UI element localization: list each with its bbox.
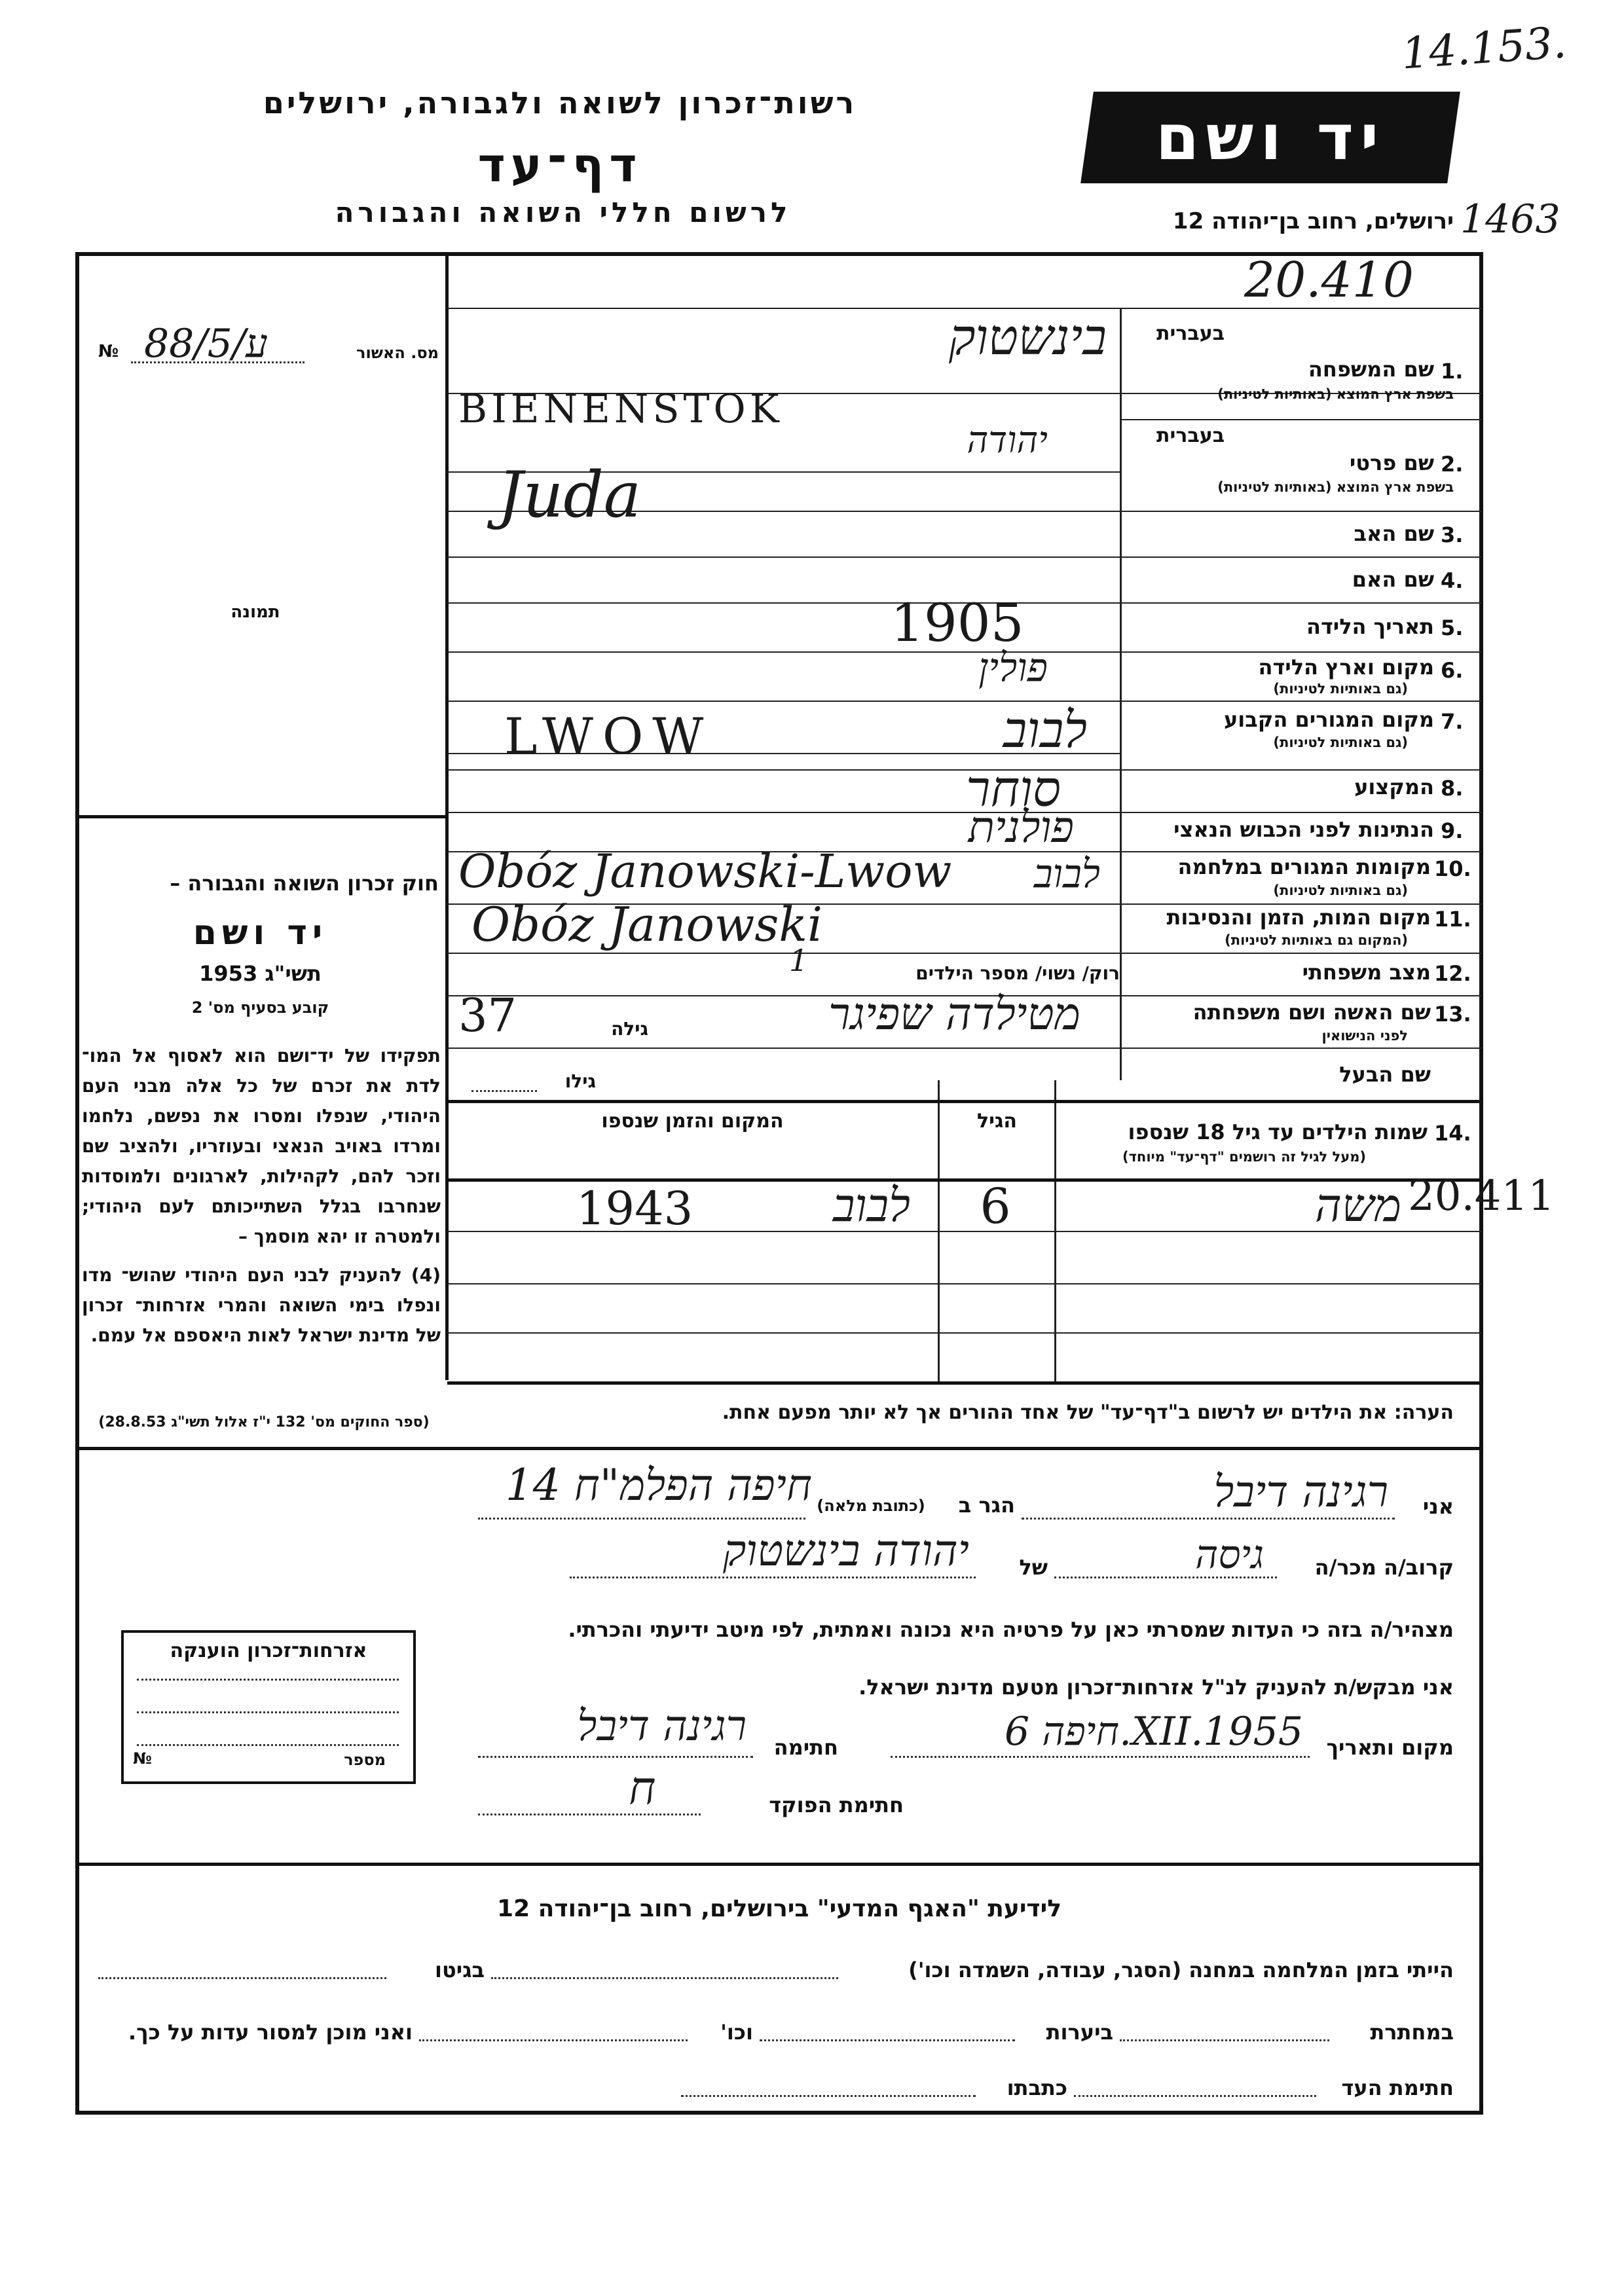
field-10-value: לבוב <box>1033 851 1100 897</box>
footer-line3-dotted-a <box>1074 2095 1316 2097</box>
field-10-note: (גם באותיות לטיניות) <box>1273 883 1408 898</box>
declarant-relation-label: קרוב/ה מכר/ה <box>1314 1555 1454 1580</box>
official-signature-mark: ח <box>629 1761 656 1815</box>
field-4-number: 4. <box>1441 568 1464 593</box>
citizenship-number-label: מספר <box>344 1751 386 1769</box>
footer-line3-address: כתבתו <box>1006 2075 1067 2100</box>
photo-label: תמונה <box>231 602 280 622</box>
law-top-line <box>77 815 445 818</box>
field-8-number: 8. <box>1441 776 1464 801</box>
field-11-number: 11. <box>1434 907 1471 932</box>
signature-dotted <box>478 1756 753 1758</box>
field-3-number: 3. <box>1441 522 1464 547</box>
child-name: משה <box>1314 1178 1401 1232</box>
law-clause: קובע בסעיף מס' 2 <box>191 998 329 1017</box>
field-7-latin-value: LWOW <box>504 707 713 765</box>
footer-line2-etc: וכו' <box>720 2020 753 2045</box>
children-number: 14. <box>1434 1121 1471 1146</box>
children-row-line-3 <box>447 1332 1482 1334</box>
law-year: תשי"ג 1953 <box>199 961 322 986</box>
children-top-line <box>447 1100 1482 1103</box>
label-column-divider <box>1120 308 1122 1080</box>
footer-line1-camp: הייתי בזמן המלחמה במחנה (הסגר, עבודה, השמדה וכו') <box>908 1958 1454 1982</box>
field-7-label: מקום המגורים הקבוע <box>1223 707 1434 732</box>
field-2-label: שם פרטי <box>1349 450 1434 475</box>
field-6-value: פולין <box>978 645 1048 691</box>
field-9-value: פולנית <box>968 802 1074 852</box>
place-date-label: מקום ותאריך <box>1326 1735 1454 1760</box>
field-13-age-label: גילה <box>611 1018 648 1040</box>
citizenship-number-sign: № <box>133 1749 152 1768</box>
remark-bottom-line <box>77 1447 1482 1450</box>
place-date-dotted <box>891 1756 1310 1758</box>
footer-line2-dotted-a <box>1120 2039 1329 2041</box>
field-1-number: 1. <box>1441 359 1464 384</box>
address-line: ירושלים, רחוב בן־יהודה 12 <box>1172 208 1454 234</box>
official-signature-dotted <box>478 1813 701 1815</box>
field-12-status-options: רוק/ נשוי/ מספר הילדים <box>915 962 1120 984</box>
law-title: חוק זכרון השואה והגבורה – <box>170 871 439 896</box>
field-2-hebrew-value: יהודה <box>967 419 1048 462</box>
footer-line2-underground: במחתרת <box>1370 2020 1454 2045</box>
footer-line2-ready: ואני מוכן למסור עדות על כך. <box>128 2020 413 2045</box>
footer-line2-dotted-b <box>760 2039 1015 2041</box>
footer-line3-dotted-b <box>681 2095 976 2097</box>
field-7-note: (גם באותיות לטיניות) <box>1273 735 1408 750</box>
footer-line2-dotted-c <box>419 2039 688 2041</box>
children-note: (מעל לגיל זה רושמים "דף־עד" מיוחד) <box>1122 1149 1367 1165</box>
field-11-latin-value: Obóz Janowski <box>471 897 823 952</box>
field-11-note: (המקום גם באותיות לטיניות) <box>1225 932 1408 948</box>
husband-label: שם הבעל <box>1339 1062 1431 1087</box>
field-13-note: לפני הנישואין <box>1321 1028 1408 1044</box>
field-6-note: (גם באותיות לטיניות) <box>1273 681 1408 697</box>
field-13-value: מטילדה שפיגר <box>828 989 1080 1040</box>
footer-line2-forests: ביערות <box>1046 2020 1113 2045</box>
law-text: תפקידו של יד־ושם הוא לאסוף אל המו־ לדת את זכרם של כל אלה מבני העם היהודי, שנפלו ומסרו את נפשם, נלחמו ומרדו באויב הנאצי ובעוזריו, ולהציב שם וזכר להם, לקהילות, לארגונים ולמוסדות שנחרבו בגלל השתייכותם לעם היהודי; ולמטרה זו יהא מוסמך – <box>82 1045 441 1247</box>
field-10-label: מקומות המגורים במלחמה <box>1177 854 1431 879</box>
declarant-relation: גיסה <box>1195 1532 1264 1578</box>
husband-age-label: גילו <box>564 1070 596 1092</box>
citizenship-box-line-2 <box>137 1711 399 1713</box>
law-name: יד ושם <box>193 913 328 953</box>
footer-line3-witness-signature: חתימת העד <box>1341 2075 1454 2100</box>
field-6-number: 6. <box>1441 658 1464 683</box>
request-text: אני מבקש/ת להעניק לנ"ל אזרחות־זכרון מטעם מדינת ישראל. <box>858 1675 1454 1700</box>
footer-line1-dotted-b <box>98 1977 386 1979</box>
yad-vashem-logo <box>1080 92 1460 183</box>
field-5-number: 5. <box>1441 615 1464 640</box>
field-8-value: סוחר <box>966 759 1061 818</box>
field-8-label: המקצוע <box>1354 774 1434 799</box>
remark-top-line <box>447 1381 1482 1385</box>
field-1-note: בשפת ארץ המוצא (באותיות לטיניות) <box>1217 386 1454 402</box>
place-date: חיפה 6.XII.1955 <box>1004 1709 1303 1755</box>
child-age: 6 <box>980 1178 1011 1235</box>
row-line-11 <box>447 953 1482 954</box>
declarant-name-dotted <box>1022 1518 1395 1520</box>
row-line-3 <box>447 556 1482 558</box>
citizenship-box <box>121 1630 416 1784</box>
footer-line1-dotted-a <box>491 1977 838 1979</box>
citizenship-box-title: אזרחות־זכרון הוענקה <box>170 1639 367 1662</box>
children-place-header: המקום והזמן שנספו <box>601 1110 784 1133</box>
declarant-of-name: יהודה בינשטוק <box>723 1525 969 1576</box>
field-7-number: 7. <box>1441 709 1464 734</box>
child-ref-number: 20.411 <box>1408 1172 1555 1220</box>
field-3-label: שם האב <box>1354 521 1434 546</box>
field-13-label: שם האשה ושם משפחתה <box>1192 1000 1431 1025</box>
row-line-13 <box>447 1048 1482 1049</box>
declarant-of-dotted <box>570 1576 976 1578</box>
field-7-value: לבוב <box>1003 701 1087 759</box>
declaration-text: מצהיר/ה בזה כי העדות שמסרתי כאן על פרטיה היא נכונה ואמתית, לפי מיטב ידיעתי והכרתי. <box>568 1617 1454 1642</box>
declarant-address: חיפה הפלמ"ח 14 <box>505 1460 812 1510</box>
field-9-label: הנתינות לפני הכבוש הנאצי <box>1173 817 1434 842</box>
field-12-value: 1 <box>789 943 809 978</box>
declarant-lives-label: הגר ב <box>958 1493 1015 1518</box>
field-1-hebrew-tag: בעברית <box>1156 322 1225 345</box>
field-4-label: שם האם <box>1352 567 1434 592</box>
children-label: שמות הילדים עד גיל 18 שנספו <box>1128 1120 1428 1144</box>
declarant-address-dotted <box>478 1518 805 1520</box>
field-9-number: 9. <box>1441 818 1464 843</box>
field-1-label: שם המשפחה <box>1308 357 1434 382</box>
field-5-value: 1905 <box>891 592 1024 653</box>
handwritten-side-number: 1463 <box>1460 196 1560 242</box>
signature-label: חתימה <box>773 1735 838 1760</box>
approval-value: ע/88/5 <box>144 321 268 367</box>
approval-sign: № <box>98 342 119 361</box>
field-1-hebrew-value: בינשטוק <box>948 308 1107 366</box>
field-5-label: תאריך הלידה <box>1306 614 1434 639</box>
field-10-latin-value: Obóz Janowski-Lwow <box>458 845 952 898</box>
field-2-hebrew-tag: בעברית <box>1156 424 1225 447</box>
field-12-label: מצב משפחתי <box>1302 960 1431 985</box>
declarant-name: רגינה דיבל <box>1213 1467 1388 1517</box>
form-subtitle: לרשום חללי השואה והגבורה <box>335 196 792 228</box>
field-2-latin-value: Juda <box>498 458 641 532</box>
field-2-number: 2. <box>1441 452 1464 477</box>
field-2-note: בשפת ארץ המוצא (באותיות לטיניות) <box>1217 479 1454 495</box>
husband-age-dotted <box>471 1090 537 1092</box>
law-reference: (ספר החוקים מס' 132 י"ז אלול תשי"ג 28.8.53) <box>98 1414 430 1430</box>
authority-title: רשות־זכרון לשואה ולגבורה, ירושלים <box>263 85 857 120</box>
child-place: לבוב <box>832 1178 910 1232</box>
citizenship-box-line-1 <box>137 1679 399 1681</box>
law-text-clause-4: (4) להעניק לבני העם היהודי שהוש־ מדו ונפלו בימי השואה והמרי אזרחות־ זכרון של מדינת ישראל לאות היאספם אל עמם. <box>82 1264 441 1346</box>
left-column-divider <box>445 254 449 1380</box>
field-10-number: 10. <box>1434 856 1471 881</box>
declarant-address-note: (כתובת מלאה) <box>817 1497 925 1515</box>
approval-label: מס. האשור <box>356 344 439 362</box>
children-age-header: הגיל <box>977 1110 1017 1133</box>
declarant-of-label: של <box>1019 1555 1048 1580</box>
footer-line1-ghetto: בגיטו <box>435 1958 485 1982</box>
signature: רגינה דיבל <box>577 1702 747 1751</box>
child-year: 1943 <box>576 1182 693 1235</box>
field-13-number: 13. <box>1434 1002 1471 1027</box>
form-title: דף־עד <box>477 137 642 192</box>
logo-text: יד ושם <box>1155 101 1386 174</box>
citizenship-box-line-3 <box>137 1744 399 1746</box>
field-1-latin-value: BIENENSTOK <box>458 386 783 432</box>
declarant-i-label: אני <box>1422 1494 1454 1519</box>
field-11-label: מקום המות, הזמן והנסיבות <box>1166 905 1431 930</box>
footer-title: לידיעת "האגף המדעי" בירושלים, רחוב בן־יהודה 12 <box>497 1895 1061 1922</box>
field-13-age-value: 37 <box>458 989 517 1042</box>
official-signature-label: חתימת הפוקד <box>769 1793 904 1817</box>
remark-text: הערה: את הילדים יש לרשום ב"דף־עד" של אחד ההורים אך לא יותר מפעם אחת. <box>722 1401 1454 1424</box>
children-row-line-2 <box>447 1283 1482 1285</box>
field-12-number: 12. <box>1434 961 1471 986</box>
handwritten-box-number: 20.410 <box>1244 252 1414 308</box>
row-line-1b <box>1122 419 1482 420</box>
footer-top-line <box>77 1863 1482 1866</box>
field-6-label: מקום וארץ הלידה <box>1258 655 1434 680</box>
handwritten-top-number: 14.153. <box>1399 17 1568 79</box>
